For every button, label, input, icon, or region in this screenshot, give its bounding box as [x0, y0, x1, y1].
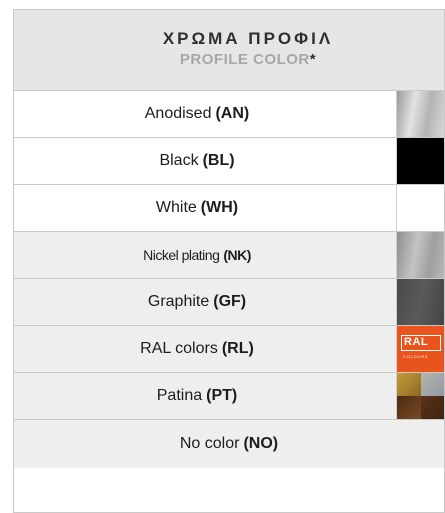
table-header	[14, 10, 444, 91]
ral-logo: RAL	[401, 335, 441, 351]
table-row-black	[14, 138, 444, 185]
patina-swatch	[396, 373, 444, 419]
row-label: RAL colors (RL)	[140, 340, 254, 357]
table-row-graphite	[14, 279, 444, 326]
table-row-patina	[14, 373, 444, 420]
row-label: Patina (PT)	[156, 387, 238, 404]
table-row-ral	[14, 326, 444, 373]
header-title-english: PROFILE COLOR*	[179, 51, 317, 68]
patina-tile	[421, 373, 445, 396]
row-label: Nickel plating (NK)	[143, 247, 251, 263]
graphite-swatch	[396, 279, 444, 325]
table-row-anodised	[14, 91, 444, 138]
anodised-swatch	[396, 91, 444, 137]
row-label: Anodised (AN)	[144, 105, 250, 122]
row-label: White (WH)	[155, 199, 239, 216]
row-label: Graphite (GF)	[147, 293, 247, 310]
ral-logo-swatch	[396, 326, 444, 372]
table-row-nickel	[14, 232, 444, 279]
patina-tile	[397, 396, 421, 419]
profile-color-table	[13, 9, 445, 513]
table-row-white	[14, 185, 444, 232]
nickel-swatch	[396, 232, 444, 278]
ral-logo-subtext: COLOURS	[403, 354, 429, 359]
header-title-greek: ΧΡΩΜΑ ΠΡΟΦΙΛ	[162, 29, 334, 48]
row-label: Black (BL)	[159, 152, 235, 169]
asterisk: *	[309, 51, 317, 68]
table-row-no-color	[14, 420, 444, 468]
row-label: No color (NO)	[179, 435, 279, 452]
patina-tile	[421, 396, 445, 419]
black-swatch	[396, 138, 444, 184]
white-swatch	[396, 185, 444, 231]
patina-tile	[397, 373, 421, 396]
